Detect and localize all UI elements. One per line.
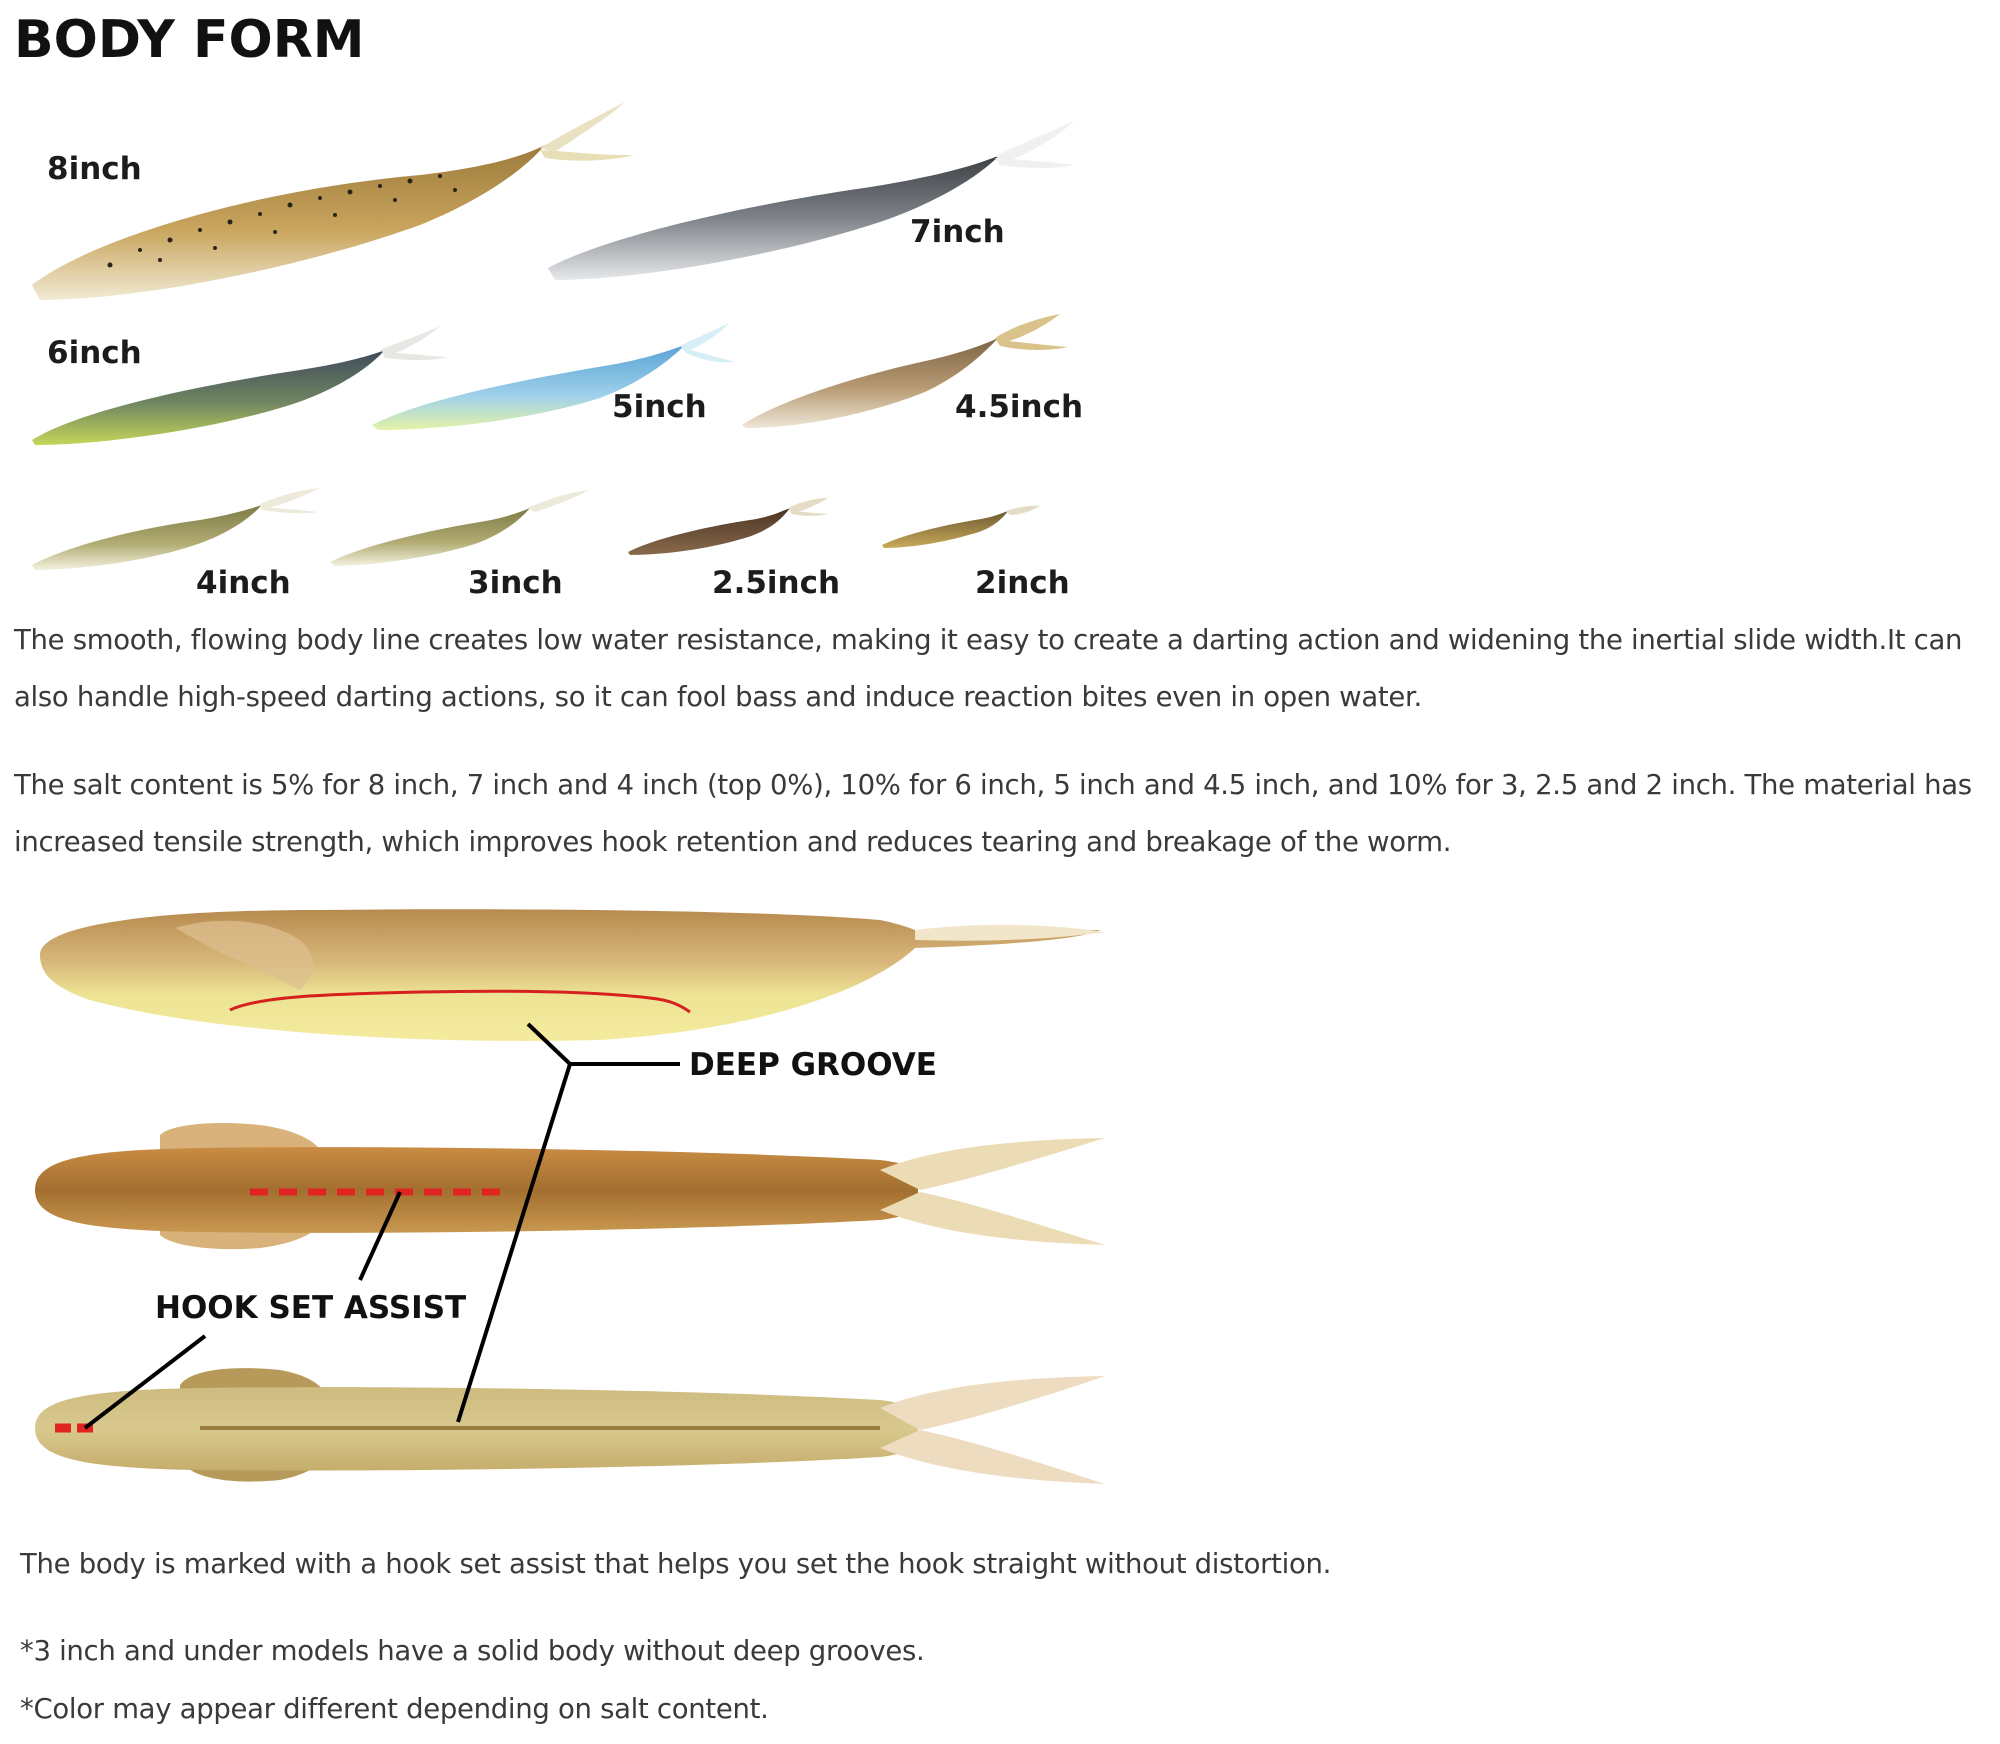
- deep-groove-label: DEEP GROOVE: [689, 1047, 937, 1083]
- body-line-paragraph: The smooth, flowing body line creates low water resistance, making it easy to create a darting action and widening the inertial slide width.It can also handle high-speed darting actions, so it can fool bass and induce reaction bites even in open water.: [14, 624, 1963, 713]
- color-note: *Color may appear different depending on salt content.: [20, 1693, 769, 1725]
- size-label-6inch: 6inch: [47, 335, 142, 371]
- side-view-worm: [40, 909, 1105, 1041]
- size-label-8inch: 8inch: [47, 151, 142, 187]
- size-label-3inch: 3inch: [468, 565, 563, 601]
- size-label-7inch: 7inch: [910, 214, 1005, 250]
- size-label-2-5inch: 2.5inch: [712, 565, 841, 601]
- salt-content-paragraph: The salt content is 5% for 8 inch, 7 inch and 4 inch (top 0%), 10% for 6 inch, 5 inch and 4.5 inch, and 10% for 3, 2.5 and 2 inch. The material has increased tensile strength, which improves hook retention and reduces tearing and breakage of the worm.: [14, 769, 1972, 858]
- top-view-worm-upper: [35, 1123, 1105, 1249]
- size-label-4inch: 4inch: [196, 565, 291, 601]
- size-label-4-5inch: 4.5inch: [955, 389, 1084, 425]
- size-label-2inch: 2inch: [975, 565, 1070, 601]
- hook-set-assist-label: HOOK SET ASSIST: [155, 1290, 467, 1326]
- page-title: BODY FORM: [14, 10, 365, 70]
- size-label-5inch: 5inch: [612, 389, 707, 425]
- top-view-worm-lower: [35, 1368, 1105, 1484]
- hook-set-note: The body is marked with a hook set assist that helps you set the hook straight without distortion.: [20, 1548, 1332, 1580]
- solid-body-note: *3 inch and under models have a solid body without deep grooves.: [20, 1635, 925, 1667]
